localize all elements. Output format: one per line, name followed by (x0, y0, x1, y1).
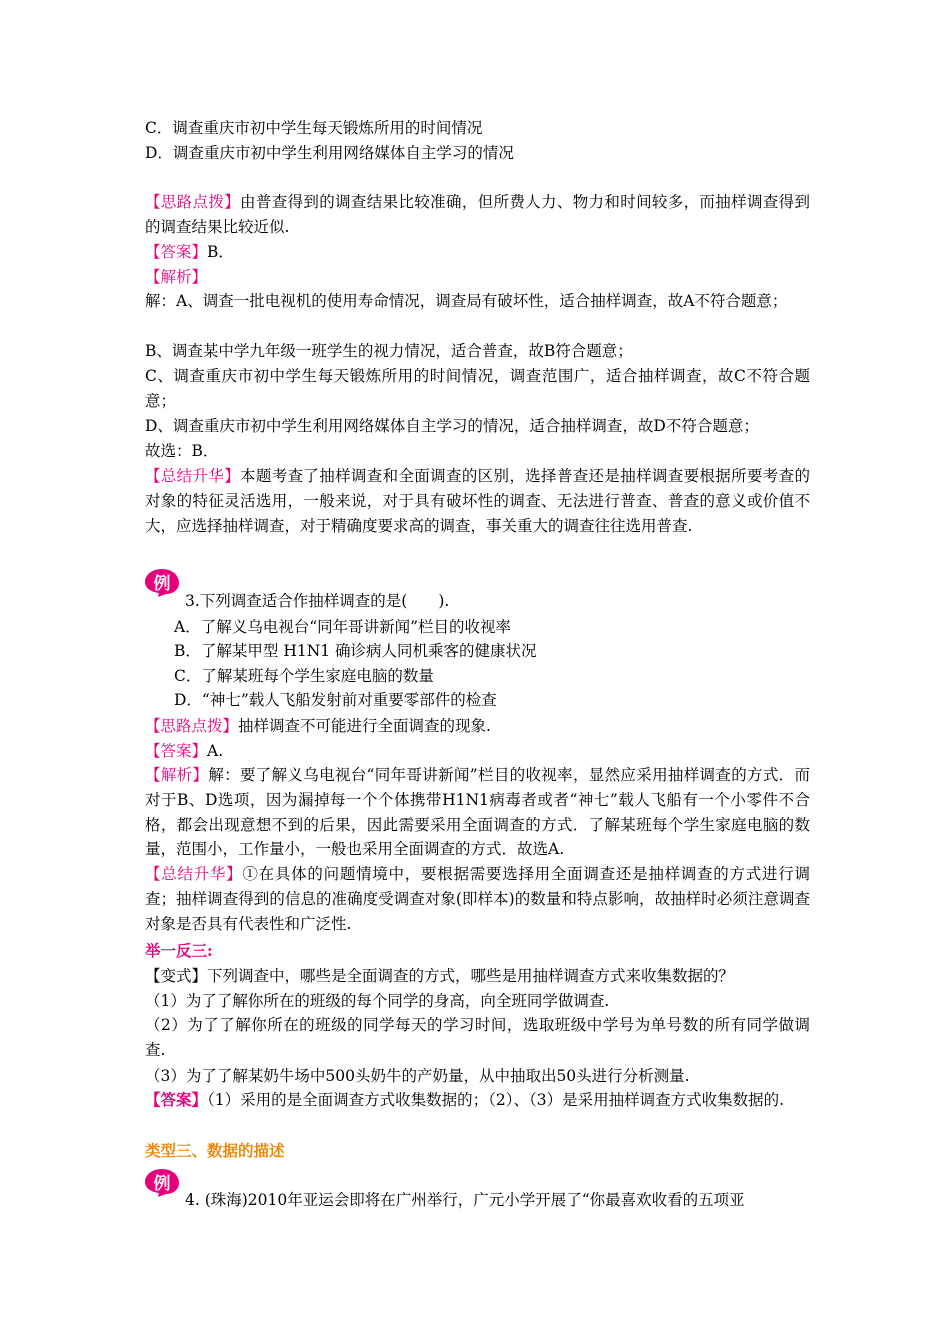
q2-tip (145, 190, 810, 240)
example-badge-icon-2 (144, 1168, 180, 1198)
jyfs-heading: 举一反三: (145, 941, 213, 960)
q3-tip (145, 716, 491, 736)
q2-jiexi-1: 解：A、调查一批电视机的使用寿命情况，调查局有破坏性，适合抽样调查，故A不符合题意； (145, 292, 788, 310)
q2-answer-label: 【答案】 (145, 243, 208, 261)
q3-option-a: A．了解义乌电视台“同年哥讲新闻”栏目的收视率 (174, 618, 512, 636)
option-c-line: C．调查重庆市初中学生每天锻炼所用的时间情况 (145, 119, 483, 137)
q2-summary (145, 464, 810, 538)
q3-jiexi-text: 解：要了解义乌电视台“同年哥讲新闻”栏目的收视率，显然应采用抽样调查的方式．而对于B、D选项，因为漏掉每一个个体携带H1N1病毒者或者“神七”载人飞船有一个小零件不合格，都会出现意想不到的后果，因此需要采用全面调查的方式．了解某班每个学生家庭电脑的数量，范围小，工作量小，一般也采用全面调查的方式．故选A. (145, 766, 810, 859)
q2-jiexi-5: 故选：B． (145, 442, 219, 460)
q2-jiexi-4: D、调查重庆市初中学生利用网络媒体自主学习的情况，适合抽样调查，故D不符合题意； (145, 417, 759, 435)
q3-option-c: C．了解某班每个学生家庭电脑的数量 (174, 667, 434, 685)
q2-answer (145, 242, 234, 262)
bianshi (145, 966, 734, 986)
example-badge-text: 例 (153, 574, 171, 594)
jyfs-answer-label: 【答案】 (145, 1090, 208, 1109)
bianshi-item-2: （2）为了了解你所在的班级的同学每天的学习时间，选取班级中学号为单号数的所有同学做调查. (145, 1016, 810, 1059)
bianshi-label: 【变式】 (145, 967, 208, 985)
q3-jiexi (145, 763, 810, 862)
jyfs-answer-text: （1）采用的是全面调查方式收集数据的；（2）、（3）是采用抽样调查方式收集数据的. (207, 1091, 785, 1109)
q2-answer-text: B． (207, 243, 234, 261)
q3-summary (145, 862, 810, 936)
example-badge-text-2: 例 (153, 1174, 171, 1194)
bianshi-text: 下列调查中，哪些是全面调查的方式，哪些是用抽样调查方式来收集数据的？ (207, 967, 735, 985)
q2-tip-text: 由普查得到的调查结果比较准确，但所费人力、物力和时间较多，而抽样调查得到的调查结果比较近似. (145, 193, 810, 236)
q2-summary-label: 【总结升华】 (145, 467, 241, 485)
q3-stem: 3.下列调查适合作抽样调查的是( ). (185, 592, 450, 610)
example-badge-icon (144, 568, 180, 598)
q3-option-b: B．了解某甲型 H1N1 确诊病人同机乘客的健康状况 (174, 642, 537, 660)
q3-summary-label: 【总结升华】 (145, 865, 243, 883)
q2-summary-text: 本题考查了抽样调查和全面调查的区别，选择普查还是抽样调查要根据所要考查的对象的特征灵活选用，一般来说，对于具有破坏性的调查、无法进行普查、普查的意义或价值不大，应选择抽样调查，对于精确度要求高的调查，事关重大的调查往往选用普查. (145, 467, 810, 535)
q3-summary-text: ①在具体的问题情境中，要根据需要选择用全面调查还是抽样调查的方式进行调查；抽样调查得到的信息的准确度受调查对象(即样本)的数量和特点影响，故抽样时必须注意调查对象是否具有代表性和广泛性. (145, 865, 810, 933)
q3-option-d: D．“神七”载人飞船发射前对重要零部件的检查 (174, 691, 497, 709)
q3-jiexi-label: 【解析】 (145, 766, 209, 784)
q2-jiexi-3: C、调查重庆市初中学生每天锻炼所用的时间情况，调查范围广，适合抽样调查，故C不符合题意； (145, 367, 810, 410)
q3-answer (145, 741, 223, 761)
q3-tip-text: 抽样调查不可能进行全面调查的现象. (238, 717, 491, 735)
q2-jiexi-label: 【解析】 (145, 268, 208, 286)
section-heading: 类型三、数据的描述 (145, 1141, 285, 1160)
q2-jiexi-2: B、调查某中学九年级一班学生的视力情况，适合普查，故B符合题意； (145, 342, 633, 360)
q2-tip-label: 【思路点拨】 (145, 193, 241, 211)
bianshi-item-1: （1）为了了解你所在的班级的每个同学的身高，向全班同学做调查. (145, 992, 610, 1010)
jyfs-answer (145, 1088, 810, 1113)
q4-stem: 4. (珠海)2010年亚运会即将在广州举行，广元小学开展了“你最喜欢收看的五项亚 (185, 1191, 745, 1209)
bianshi-item-3: （3）为了了解某奶牛场中500头奶牛的产奶量，从中抽取出50头进行分析测量. (145, 1067, 690, 1085)
q3-tip-label: 【思路点拨】 (145, 717, 239, 735)
q3-answer-label: 【答案】 (145, 742, 208, 760)
q3-answer-text: A. (207, 742, 224, 760)
option-d-line: D．调查重庆市初中学生利用网络媒体自主学习的情况 (145, 144, 514, 162)
